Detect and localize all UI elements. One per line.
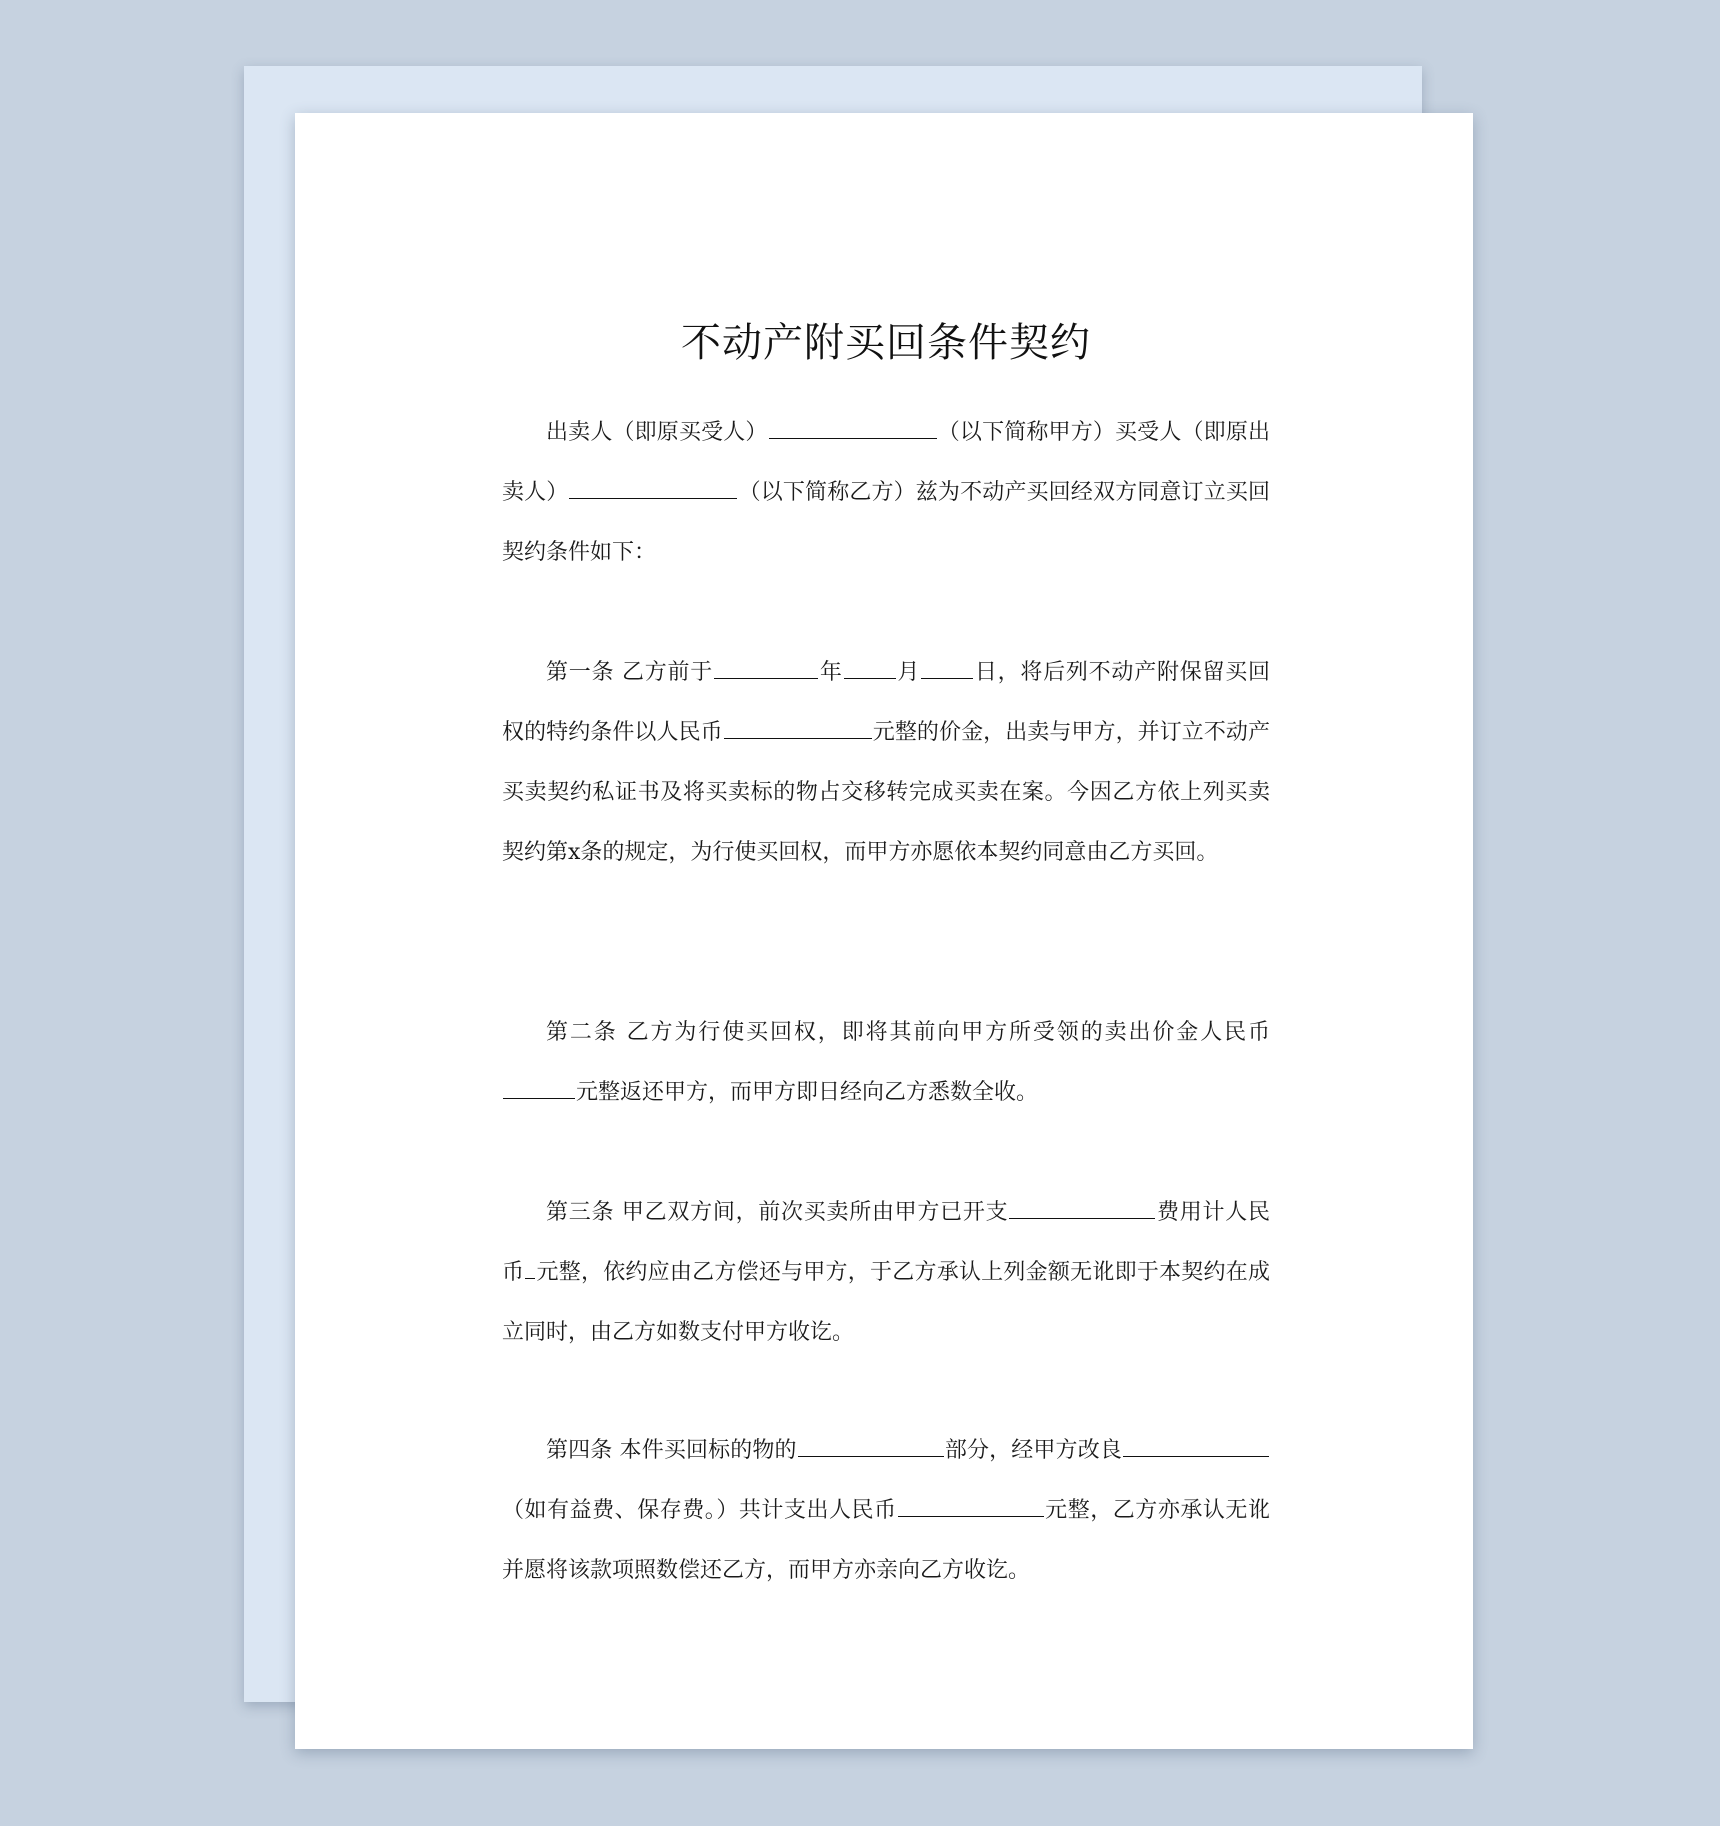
day-blank bbox=[921, 656, 973, 679]
article-1-text-5: 元整的价金，出卖与甲方，并订立不动产买卖契约私证书及将买卖标的物占交移转完成买卖在案。今因乙方依上列买卖契约第x条的规定，为行使买回权，而甲方亦愿依本契约同意由乙方买回。 bbox=[502, 720, 1270, 865]
preamble-text-3: （以下简称乙方）兹为不动产买回经双方同意订立买回契约条件如下： bbox=[502, 480, 1270, 565]
article-4-text-3: （如有益费、保存费。）共计支出人民币 bbox=[502, 1498, 897, 1523]
article-2-paragraph bbox=[502, 1003, 1270, 1123]
year-blank bbox=[714, 656, 818, 679]
article-2-text-2: 元整返还甲方，而甲方即日经向乙方悉数全收。 bbox=[576, 1080, 1039, 1105]
refund-amount-blank bbox=[503, 1076, 575, 1099]
preamble-paragraph bbox=[502, 403, 1270, 583]
article-1-text-4: 日，将后列不动产附保留买回权的特约条件以人民币 bbox=[502, 660, 1270, 745]
month-blank bbox=[844, 656, 896, 679]
article-1-paragraph bbox=[502, 643, 1270, 883]
article-4-paragraph bbox=[502, 1421, 1270, 1601]
article-2-text-1: 第二条 乙方为行使买回权，即将其前向甲方所受领的卖出价金人民币 bbox=[546, 1020, 1270, 1045]
article-1-text-1: 第一条 乙方前于 bbox=[546, 660, 714, 685]
document-page bbox=[295, 113, 1473, 1749]
article-3-text-2: 费用计人民币 bbox=[502, 1200, 1270, 1285]
article-1-text-3: 月 bbox=[896, 660, 921, 685]
seller-name-blank bbox=[769, 416, 937, 439]
article-4-text-2: 部分，经甲方改良 bbox=[944, 1438, 1122, 1463]
buyer-name-blank bbox=[569, 476, 737, 499]
property-part-blank bbox=[798, 1434, 944, 1457]
improvement-blank bbox=[1123, 1434, 1269, 1457]
expense-amount-blank bbox=[525, 1256, 535, 1279]
article-3-paragraph bbox=[502, 1183, 1270, 1363]
price-blank bbox=[724, 716, 872, 739]
expense-item-blank bbox=[1009, 1196, 1155, 1219]
preamble-text-1: 出卖人（即原买受人） bbox=[546, 420, 768, 445]
improvement-cost-blank bbox=[898, 1494, 1044, 1517]
document-title: 不动产附买回条件契约 bbox=[681, 320, 1091, 366]
article-1-text-2: 年 bbox=[819, 660, 843, 685]
article-4-text-1: 第四条 本件买回标的物的 bbox=[546, 1438, 797, 1463]
preamble-text-2: （以下简称甲方）买受人（即原出卖人） bbox=[502, 420, 1270, 505]
article-4-text-4: 元整，乙方亦承认无讹并愿将该款项照数偿还乙方，而甲方亦亲向乙方收讫。 bbox=[502, 1498, 1270, 1583]
article-3-text-1: 第三条 甲乙双方间，前次买卖所由甲方已开支 bbox=[546, 1200, 1009, 1225]
article-3-text-3: 元整，依约应由乙方偿还与甲方，于乙方承认上列金额无讹即于本契约在成立同时，由乙方如数支付甲方收讫。 bbox=[502, 1260, 1270, 1345]
